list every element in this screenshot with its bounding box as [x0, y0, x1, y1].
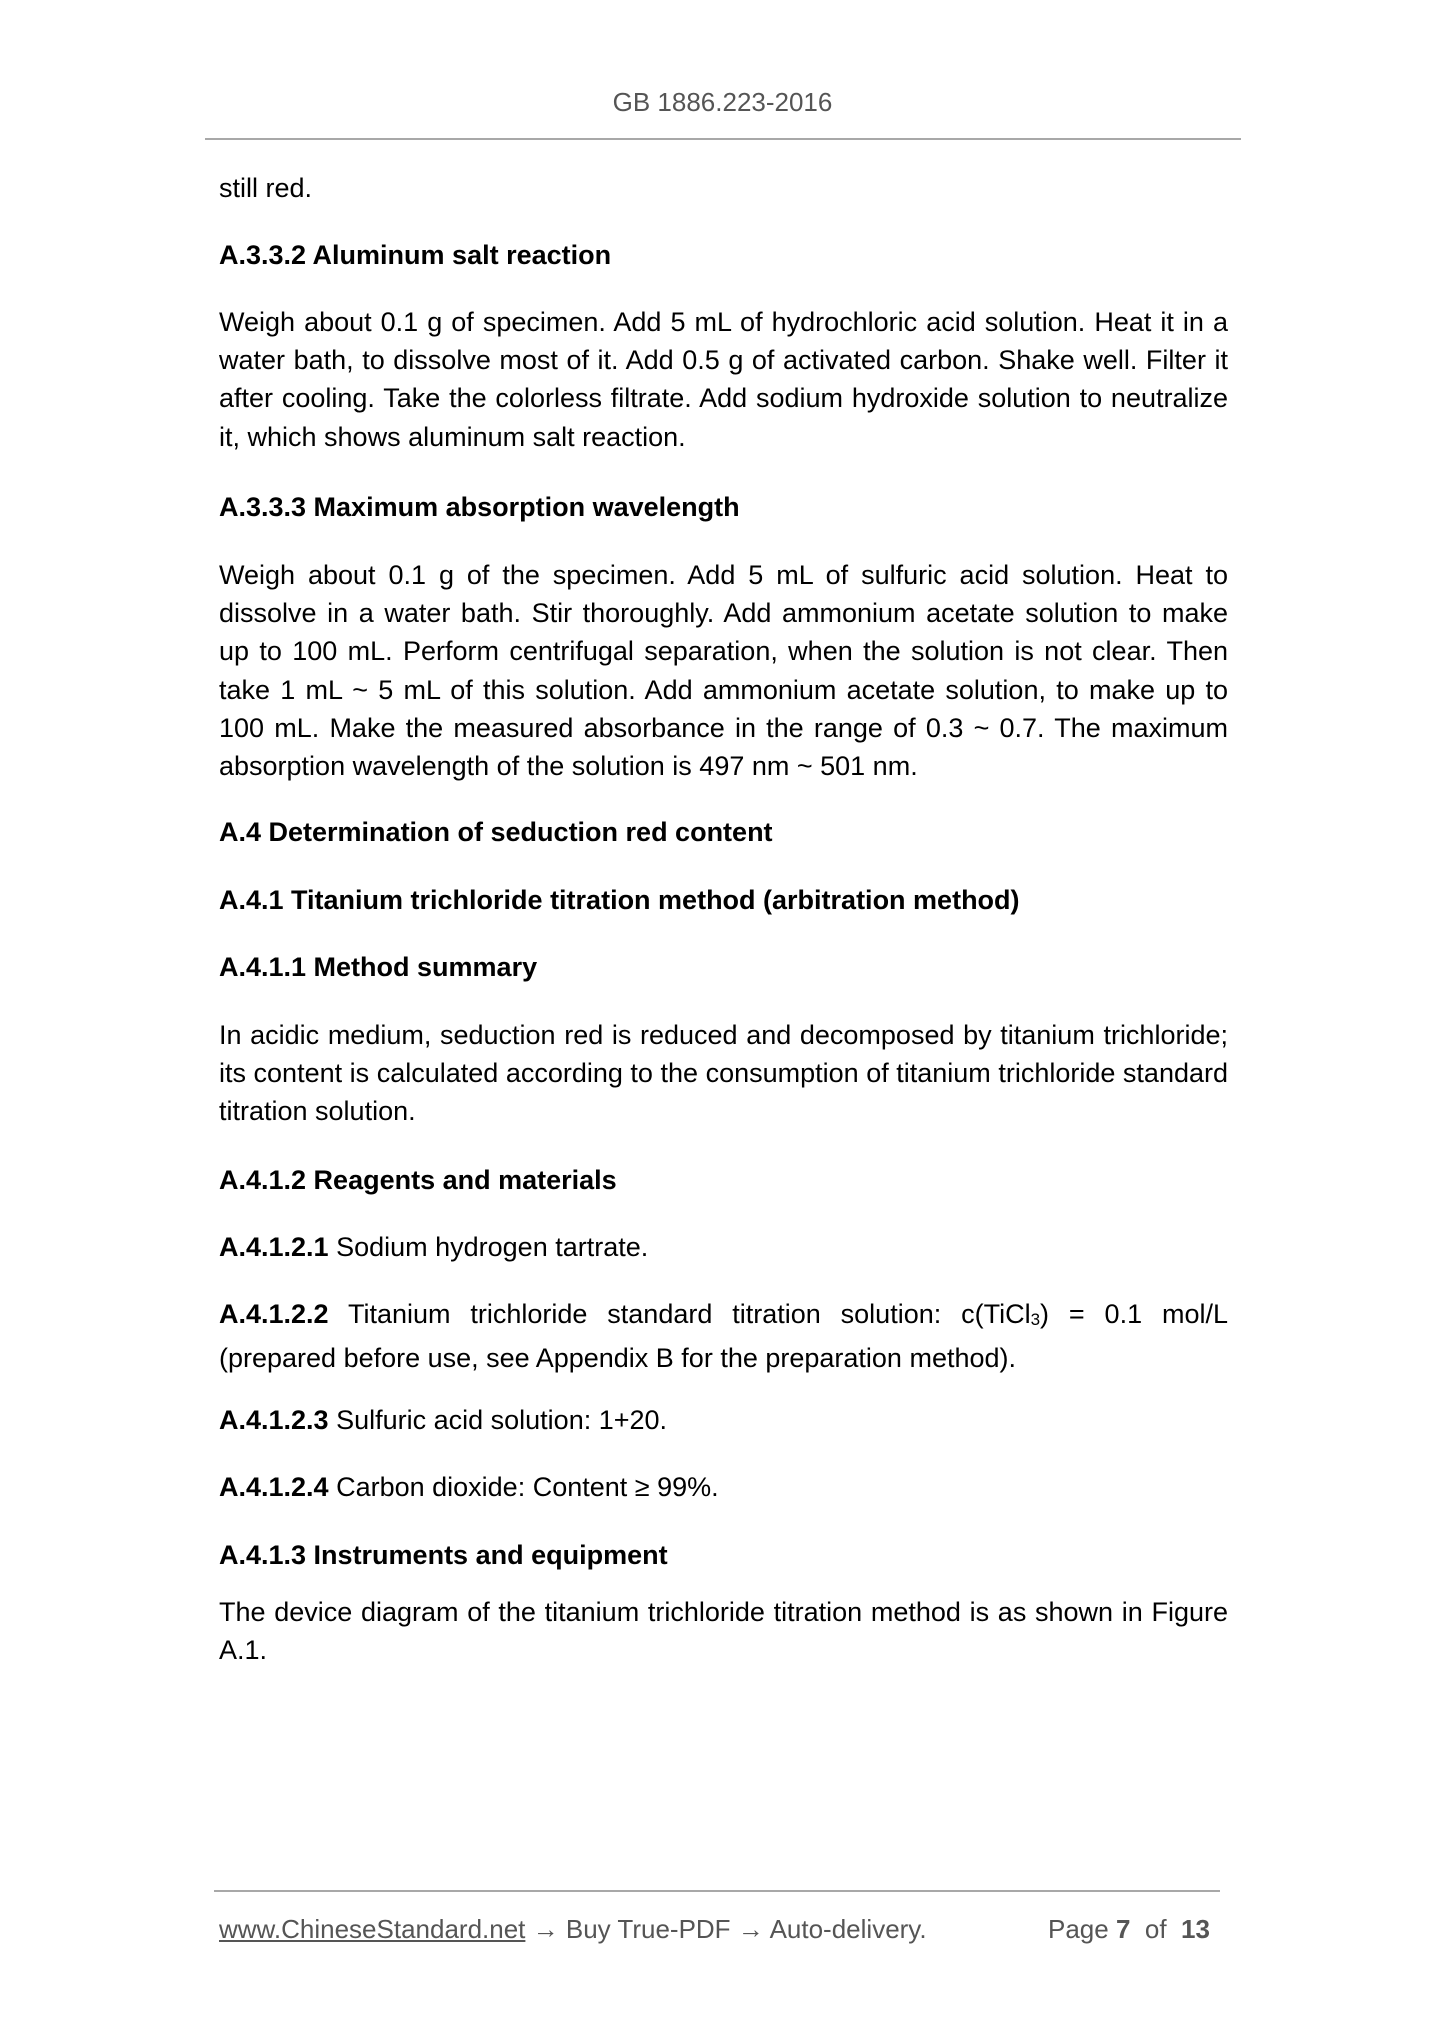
reagent-item-label: A.4.1.2.4: [219, 1472, 329, 1502]
reagent-item-text-continued: ) = 0.1 mol/L (prepared before use, see Appendix B for the preparation method).: [219, 1299, 1228, 1374]
reagent-item-text: Titanium trichloride standard titration solution: c(TiCl: [328, 1299, 1031, 1329]
section-heading-a4-1-3: A.4.1.3 Instruments and equipment: [219, 1540, 668, 1570]
reagent-item-a4-1-2-4: [219, 1468, 1228, 1506]
page-footer: [219, 1913, 1219, 1945]
footer-promo-text: → Buy True-PDF → Auto-delivery.: [525, 1914, 927, 1944]
reagent-item-text: Sodium hydrogen tartrate.: [328, 1232, 649, 1262]
paragraph-a3-3-3: Weigh about 0.1 g of the specimen. Add 5 mL of sulfuric acid solution. Heat to dissolve in a water bath. Stir thoroughly. Add ammonium acetate solution to make up to 100 mL. Perform centrifugal separation, when the solution is not clear. Then take 1 mL ~ 5 mL of this solution. Add ammonium acetate solution, to make up to 100 mL. Make the measured absorbance in the range of 0.3 ~ 0.7. The maximum absorption wavelength of the solution is 497 nm ~ 501 nm.: [219, 560, 1228, 782]
chemical-subscript: 3: [1030, 1310, 1041, 1329]
footer-divider: [214, 1890, 1220, 1892]
document-id-header: GB 1886.223-2016: [612, 87, 833, 117]
header-divider: [205, 138, 1241, 140]
reagent-item-a4-1-2-3: [219, 1401, 1228, 1439]
current-page-number: 7: [1115, 1914, 1131, 1944]
reagent-item-label: A.4.1.2.1: [219, 1232, 329, 1262]
section-heading-a3-3-3: A.3.3.3 Maximum absorption wavelength: [219, 492, 740, 522]
paragraph-a3-3-2: Weigh about 0.1 g of specimen. Add 5 mL of hydrochloric acid solution. Heat it in a water bath, to dissolve most of it. Add 0.5 g of activated carbon. Shake well. Filter it after cooling. Take the colorless filtrate. Add sodium hydroxide solution to neutralize it, which shows aluminum salt reaction.: [219, 307, 1228, 452]
paragraph-a4-1-1: In acidic medium, seduction red is reduced and decomposed by titanium trichloride; its content is calculated according to the consumption of titanium trichloride standard titration solution.: [219, 1020, 1228, 1127]
reagent-item-label: A.4.1.2.2: [219, 1299, 329, 1329]
continuation-text: still red.: [219, 173, 313, 203]
section-heading-a4-1: A.4.1 Titanium trichloride titration method (arbitration method): [219, 885, 1020, 915]
paragraph-a4-1-3: The device diagram of the titanium trichloride titration method is as shown in Figure A.1.: [219, 1597, 1228, 1666]
reagent-item-text: Carbon dioxide: Content ≥ 99%.: [328, 1472, 719, 1502]
page-indicator: [1048, 1913, 1210, 1945]
page-label: Page: [1048, 1914, 1116, 1944]
reagent-item-text: Sulfuric acid solution: 1+20.: [328, 1405, 668, 1435]
reagent-item-label: A.4.1.2.3: [219, 1405, 329, 1435]
total-pages-number: 13: [1181, 1914, 1210, 1944]
section-heading-a4-1-2: A.4.1.2 Reagents and materials: [219, 1165, 617, 1195]
section-heading-a4-1-1: A.4.1.1 Method summary: [219, 952, 538, 982]
section-heading-a4: A.4 Determination of seduction red content: [219, 817, 773, 847]
website-link[interactable]: www.ChineseStandard.net: [219, 1914, 526, 1944]
page-of-label: of: [1130, 1914, 1181, 1944]
reagent-item-a4-1-2-2: [219, 1295, 1228, 1377]
reagent-item-a4-1-2-1: [219, 1228, 1228, 1266]
section-heading-a3-3-2: A.3.3.2 Aluminum salt reaction: [219, 240, 612, 270]
